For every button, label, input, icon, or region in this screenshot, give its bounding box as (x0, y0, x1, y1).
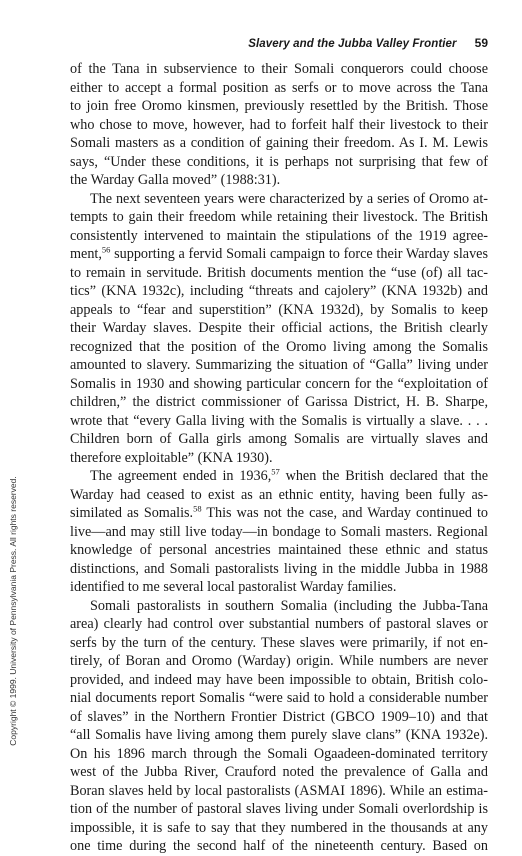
text-line (70, 763, 488, 782)
running-head (70, 36, 488, 50)
text-line (70, 412, 488, 431)
text-line (70, 79, 488, 98)
text-line (70, 782, 488, 801)
copyright-sidebar (7, 476, 19, 746)
text-line (70, 467, 488, 486)
line-text: provided, and indeed may have been impossible to obtain, British colo- (70, 671, 488, 688)
line-text: tirely, of Boran and Oromo (Warday) origin. While numbers are never (70, 653, 488, 669)
text-line (70, 190, 488, 209)
text-line (70, 578, 488, 597)
line-text: of slaves” in the Northern Frontier District (GBCO 1909–10) and that (70, 708, 488, 725)
line-text: amounted to slavery. Summarizing the situation of “Galla” living under (70, 357, 488, 373)
line-text: Somali pastoralists in southern Somalia (including the Jubba-Tana (90, 597, 488, 614)
text-line (70, 319, 488, 338)
text-line (70, 689, 488, 708)
text-line (70, 652, 488, 671)
line-text: “all Somalis have living among them purely slave clans” (KNA 1932e). (70, 727, 488, 743)
footnote-ref: 57 (271, 466, 280, 477)
text-line (70, 208, 488, 227)
line-text: serfs by the turn of the century. These slaves were primarily, if not en- (70, 634, 488, 651)
text-line (70, 486, 488, 505)
text-line (70, 837, 488, 856)
line-text: tics” (KNA 1932c), including “threats and cajolery” (KNA 1932b) and (70, 283, 488, 299)
line-text: says, “Under these conditions, it is perhaps not surprising that few of (70, 153, 488, 170)
text-line (70, 523, 488, 542)
text-line (70, 597, 488, 616)
line-text: identified to me several local pastoralist Warday families. (70, 579, 397, 595)
text-line (70, 726, 488, 745)
line-text: west of the Jubba River, Crauford noted the prevalence of Galla and (70, 764, 488, 780)
line-text: tempts to gain their freedom while retaining their livestock. The British (70, 209, 488, 225)
line-text: The agreement ended in 1936, (90, 468, 272, 484)
line-text: Boran slaves held by local pastoralists (ASMAI 1896). While an estima- (70, 782, 488, 799)
line-text-continued: when the British declared that the (279, 468, 489, 484)
line-text: to remain in servitude. British documents mention the “use (of) all tac- (70, 264, 488, 281)
line-text: therefore exploitable” (KNA 1930). (70, 449, 273, 466)
page-number: 59 (474, 36, 488, 50)
text-line (70, 97, 488, 116)
copyright-notice: Copyright © 1999. University of Pennsylvania Press. All rights reserved. (8, 476, 18, 746)
line-text: knowledge of personal ancestries maintained these ethnic and status (70, 542, 488, 558)
line-text: The next seventeen years were characterized by a series of Oromo at- (90, 190, 488, 207)
line-text: the Warday Galla moved” (1988:31). (70, 172, 281, 188)
line-text: nial documents report Somalis “were said to hold a considerable number (70, 690, 488, 706)
text-line (70, 171, 488, 190)
line-text: area) clearly had control over substantial numbers of pastoral slaves or (70, 616, 488, 632)
text-line (70, 60, 488, 79)
text-line (70, 541, 488, 560)
line-text: children,” the district commissioner of Garissa District, H. B. Sharpe, (70, 394, 488, 410)
line-text: wrote that “every Galla living with the Somalis is virtually a slave. . . . (70, 412, 488, 429)
line-text: Somali masters as a condition of gaining their freedom. As I. M. Lewis (70, 135, 488, 151)
line-text-continued: supporting a fervid Somali campaign to force their Warday slaves (110, 246, 488, 262)
line-text: Somalis in 1930 and showing particular concern for the “exploitation of (70, 375, 488, 392)
line-text: tion of the number of pastoral slaves living under Somali overlordship is (70, 801, 488, 817)
line-text: distinctions, and Somali pastoralists living in the middle Jubba in 1988 (70, 560, 488, 577)
text-line (70, 356, 488, 375)
text-line (70, 449, 488, 468)
line-text: Children born of Galla girls among Somalis are virtually slaves and (70, 431, 488, 447)
line-text: their Warday slaves. Despite their official actions, the British clearly (70, 320, 488, 336)
line-text: similated as Somalis. (70, 505, 194, 521)
line-text: ment, (70, 246, 102, 262)
body-text (70, 60, 488, 856)
text-line (70, 153, 488, 172)
text-line (70, 393, 488, 412)
text-line (70, 301, 488, 320)
footnote-ref: 56 (101, 244, 111, 255)
line-text: impossible, it is safe to say that they numbered in the thousands at any (70, 819, 488, 836)
text-line (70, 245, 488, 264)
text-line (70, 430, 488, 449)
line-text: of the Tana in subservience to their Somali conquerors could choose (70, 61, 488, 77)
line-text: On his 1896 march through the Somali Ogaadeen-dominated territory (70, 745, 488, 762)
line-text: either to accept a formal position as serfs or to move across the Tana (70, 79, 488, 96)
line-text: who chose to move, however, had to forfeit half their livestock to their (70, 116, 488, 133)
line-text: Warday had ceased to exist as an ethnic entity, having been fully as- (70, 486, 488, 503)
text-line (70, 116, 488, 135)
text-line (70, 264, 488, 283)
line-text: consistently intervened to maintain the stipulations of the 1919 agree- (70, 227, 488, 244)
line-text: recognized that the position of the Oromo living among the Somalis (70, 338, 488, 355)
text-line (70, 819, 488, 838)
text-line (70, 560, 488, 579)
line-text: appeals to “fear and superstition” (KNA 1932d), by Somalis to keep (70, 301, 488, 318)
text-line (70, 375, 488, 394)
text-line (70, 504, 488, 523)
text-line (70, 634, 488, 653)
text-line (70, 615, 488, 634)
line-text-continued: This was not the case, and Warday continued to (201, 505, 488, 521)
text-line (70, 708, 488, 727)
footnote-ref: 58 (193, 503, 202, 514)
text-line (70, 134, 488, 153)
text-line (70, 745, 488, 764)
text-line (70, 338, 488, 357)
running-title: Slavery and the Jubba Valley Frontier (248, 38, 457, 50)
line-text: live—and may still live today—in bondage to Somali masters. Regional (70, 523, 488, 540)
text-line (70, 282, 488, 301)
text-line (70, 227, 488, 246)
text-line (70, 671, 488, 690)
line-text: one time during the second half of the nineteenth century. Based on (70, 838, 488, 854)
line-text: to join free Oromo kinsmen, previously resettled by the British. Those (70, 98, 488, 114)
